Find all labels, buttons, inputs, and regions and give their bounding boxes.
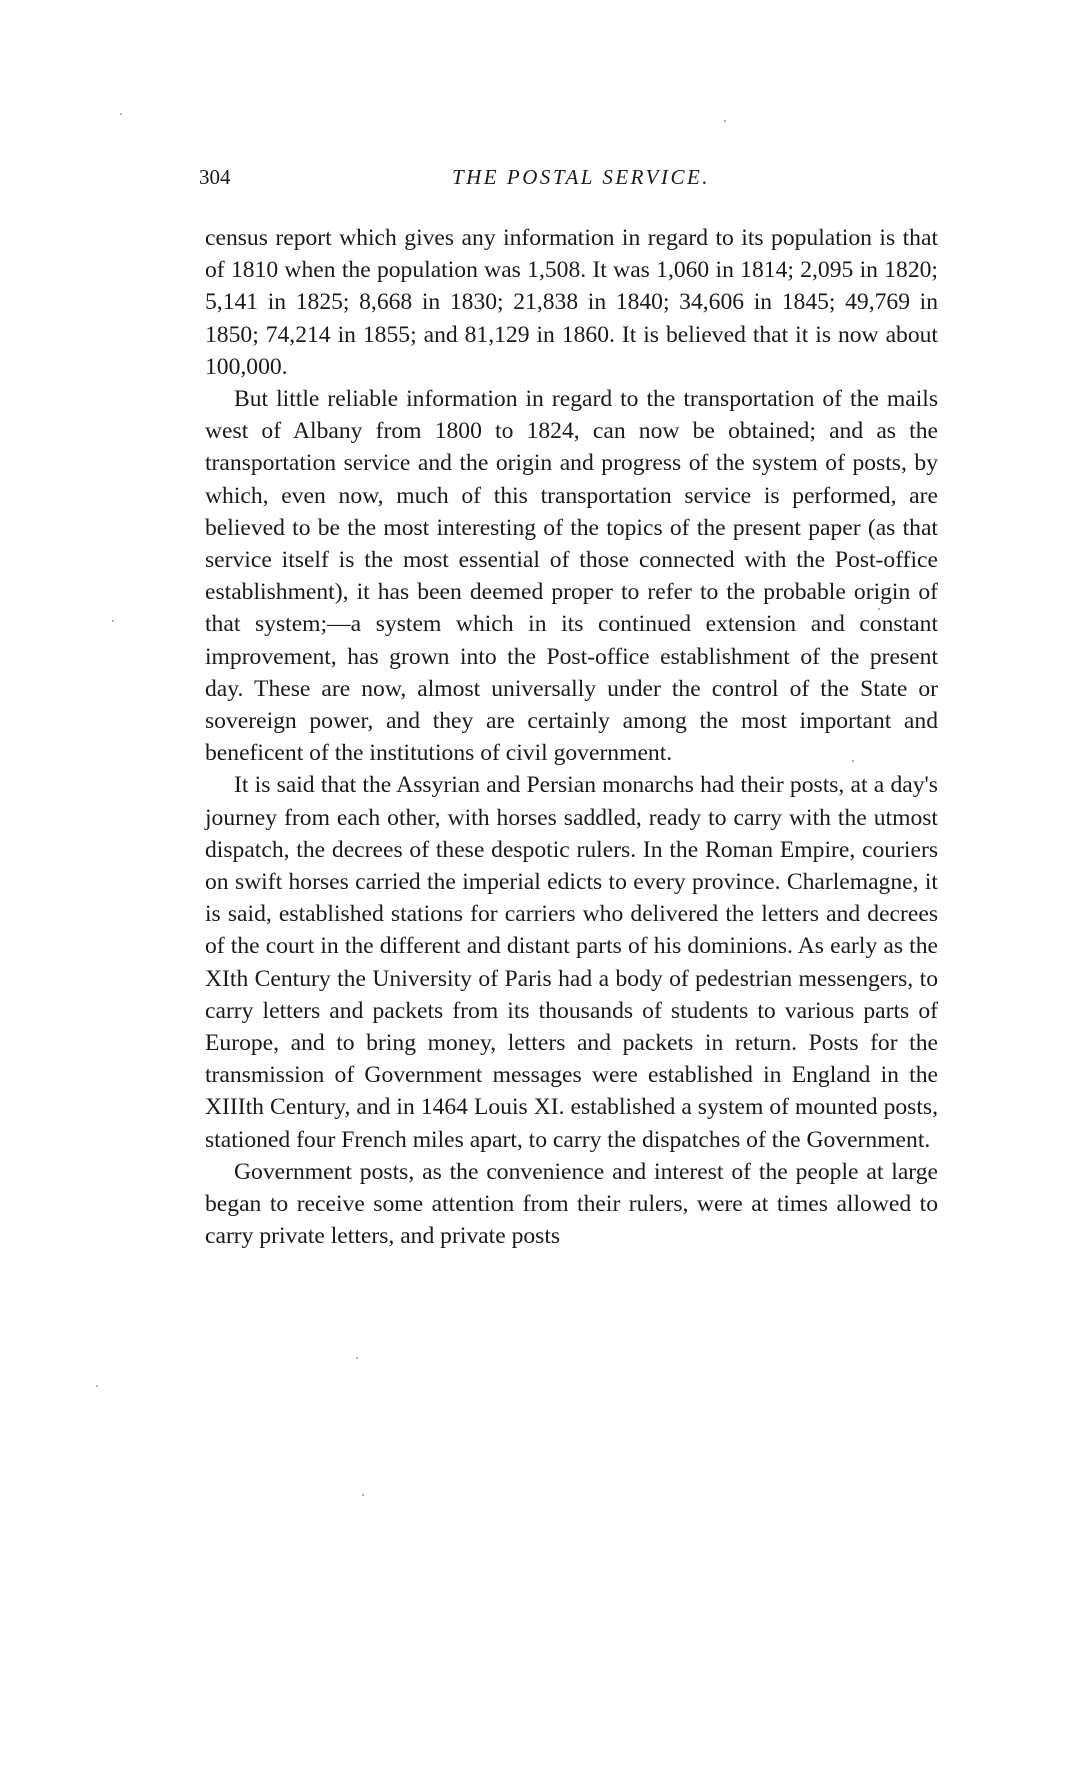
paragraph: Government posts, as the convenience and interest of the people at large began to receive some attention from their rulers, were at times allowed to carry private letters, and private posts	[205, 1158, 938, 1250]
scan-speck	[96, 1385, 98, 1387]
paragraph: It is said that the Assyrian and Persian monarchs had their posts, at a day's journey from each other, with horses saddled, ready to carry with the utmost dispatch, the decrees of these despotic rulers. In the Roman Empire, couriers on swift horses carried the imperial edicts to every province. Charlemagne, it is said, established stations for carriers who delivered the letters and decrees of the court in the different and distant parts of his dominions. As early as the XIth Century the University of Paris had a body of pedestrian messengers, to carry letters and packets from its thousands of students to various parts of Europe, and to bring money, letters and packets in return. Posts for the transmission of Government messages were established in England in the XIIIth Century, and in 1464 Louis XI. established a system of mounted posts, stationed four French miles apart, to carry the dispatches of the Government.	[205, 772, 938, 1153]
scan-speck	[724, 120, 726, 122]
scan-speck	[852, 760, 854, 762]
scan-speck	[356, 1357, 358, 1359]
scan-speck	[878, 608, 880, 610]
scan-speck	[112, 620, 114, 622]
scan-speck	[120, 113, 122, 115]
paragraph-continued: census report which gives any information in regard to its population is that of 1810 when the population was 1,508. It was 1,060 in 1814; 2,095 in 1820; 5,141 in 1825; 8,668 in 1830; 21,838 in 1840; 34,606 in 1845; 49,769 in 1850; 74,214 in 1855; and 81,129 in 1860. It is believed that it is now about 100,000.	[205, 225, 938, 380]
paragraph: But little reliable information in regard to the transportation of the mails west of Albany from 1800 to 1824, can now be obtained; and as the transportation service and the origin and progress of the system of posts, by which, even now, much of this transportation service is performed, are believed to be the most interesting of the topics of the present paper (as that service itself is the most essential of those connected with the Post-office establishment), it has been deemed proper to refer to the probable origin of that system;—a system which in its continued extension and constant improvement, has grown into the Post-office establishment of the present day. These are now, almost universally under the control of the State or sovereign power, and they are certainly among the most important and beneficent of the institutions of civil government.	[205, 386, 938, 767]
running-head	[199, 162, 939, 192]
running-title: THE POSTAL SERVICE.	[451, 165, 711, 189]
page-number: 304	[199, 165, 231, 189]
scan-speck	[362, 1494, 364, 1496]
body-text	[205, 222, 938, 1253]
